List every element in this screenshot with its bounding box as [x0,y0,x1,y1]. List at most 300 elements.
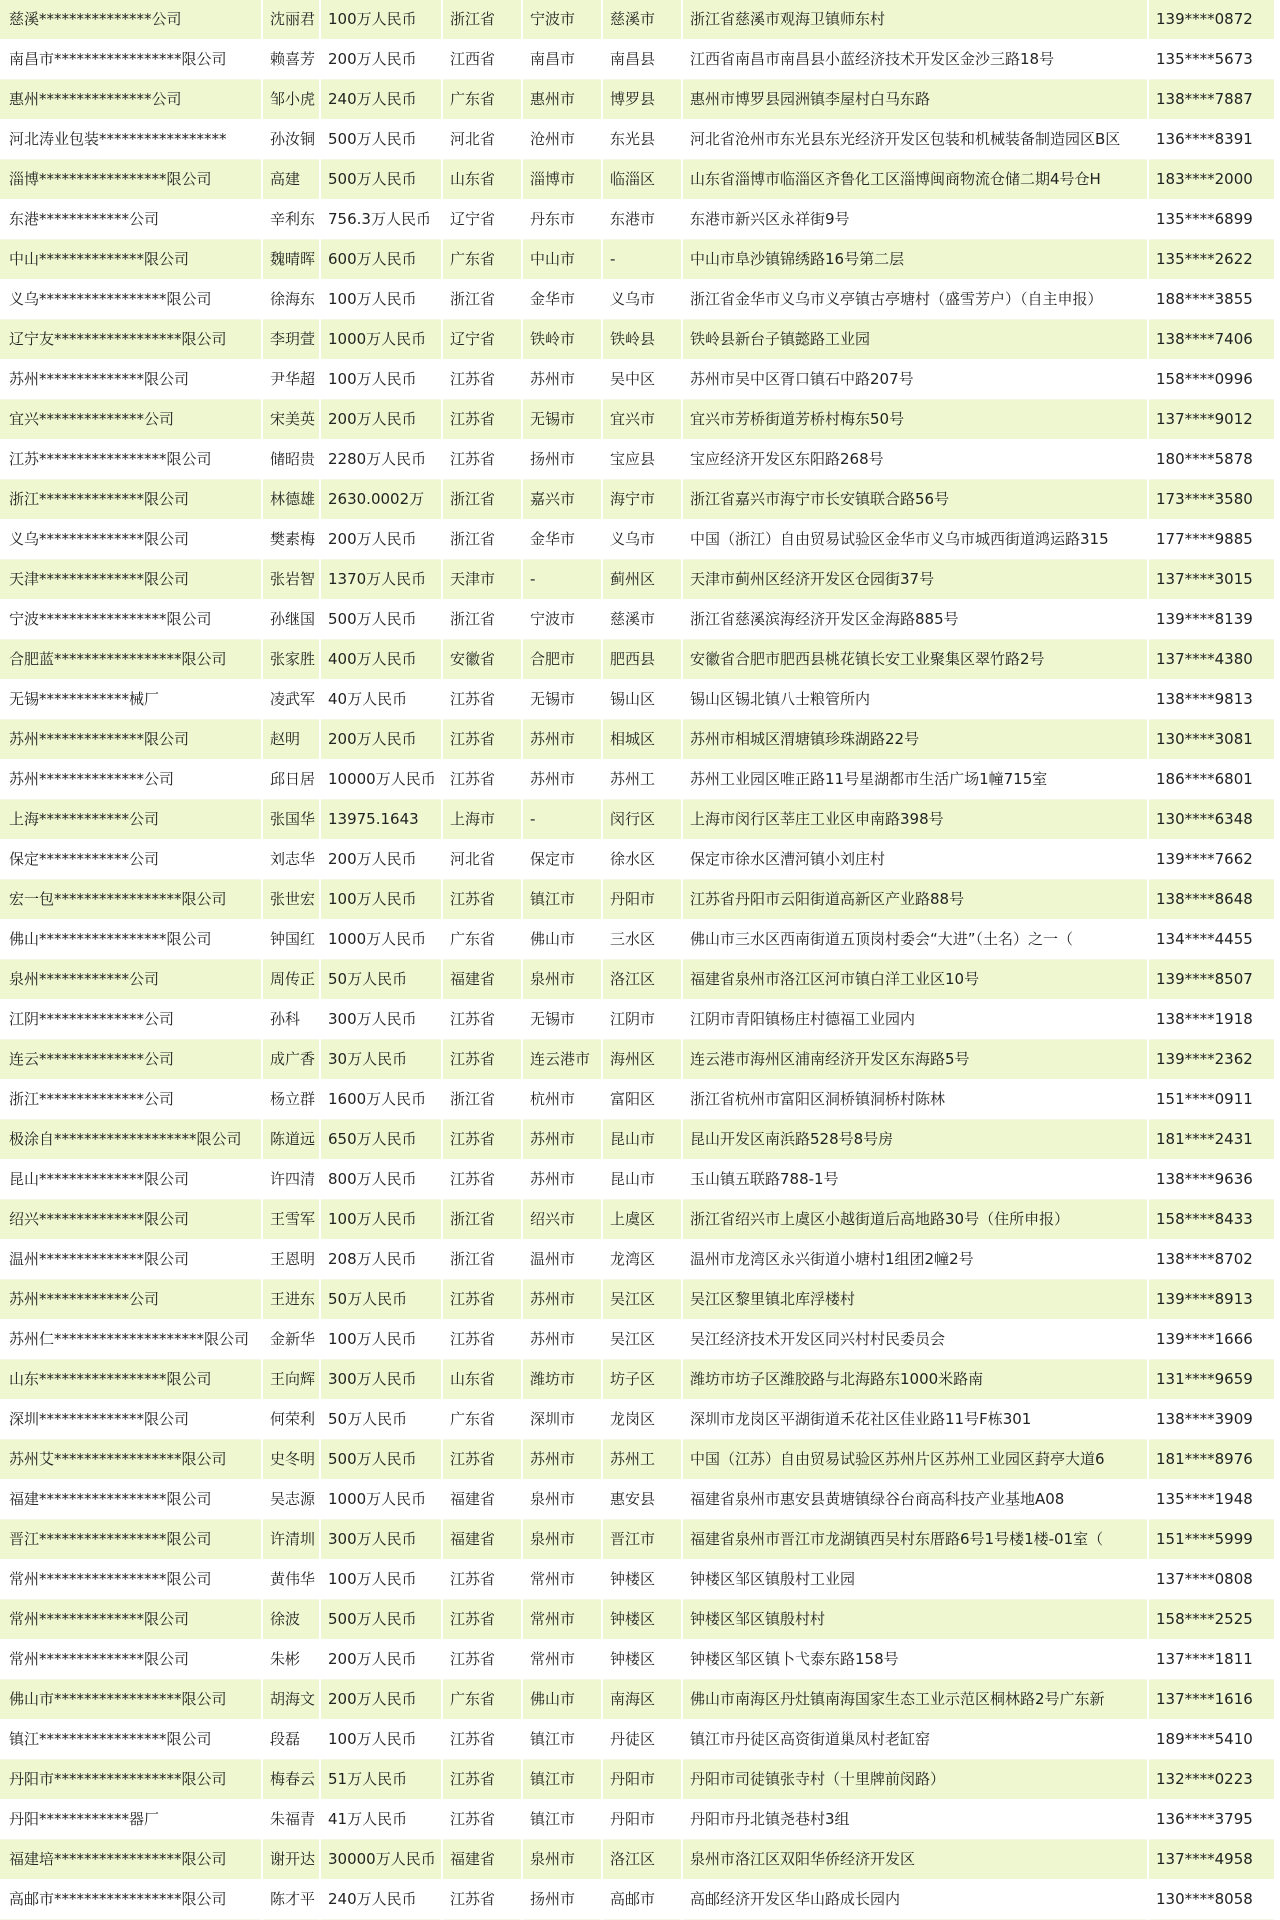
province-cell: 江苏省 [442,1880,522,1920]
table-row [0,800,1275,840]
province-cell: 上海市 [442,800,522,840]
company-name-cell: 慈溪***************公司 [0,0,262,40]
company-name-cell: 山东*****************限公司 [0,1360,262,1400]
legal-rep-cell: 许清圳 [262,1520,320,1560]
province-cell: 山东省 [442,1360,522,1400]
registered-capital-cell: 240万人民币 [320,1880,442,1920]
registered-capital-cell: 756.3万人民币 [320,200,442,240]
legal-rep-cell: 赖喜芳 [262,40,320,80]
phone-cell: 158****0996 [1148,360,1275,400]
phone-cell: 135****2622 [1148,240,1275,280]
district-cell: - [602,240,682,280]
city-cell: 宁波市 [522,0,602,40]
registered-capital-cell: 300万人民币 [320,1360,442,1400]
district-cell: 义乌市 [602,280,682,320]
table-row [0,1120,1275,1160]
registered-capital-cell: 50万人民币 [320,960,442,1000]
district-cell: 义乌市 [602,520,682,560]
city-cell: 绍兴市 [522,1200,602,1240]
legal-rep-cell: 徐海东 [262,280,320,320]
address-cell: 天津市蓟州区经济开发区仓园街37号 [682,560,1148,600]
city-cell: 泉州市 [522,1480,602,1520]
district-cell: 肥西县 [602,640,682,680]
company-name-cell: 江苏*****************限公司 [0,440,262,480]
phone-cell: 136****8391 [1148,120,1275,160]
table-row [0,880,1275,920]
address-cell: 浙江省慈溪滨海经济开发区金海路885号 [682,600,1148,640]
district-cell: 昆山市 [602,1160,682,1200]
district-cell: 龙岗区 [602,1400,682,1440]
table-row [0,280,1275,320]
company-name-cell: 浙江**************限公司 [0,480,262,520]
phone-cell: 138****8702 [1148,1240,1275,1280]
company-name-cell: 常州**************限公司 [0,1600,262,1640]
city-cell: 合肥市 [522,640,602,680]
phone-cell: 137****1616 [1148,1680,1275,1720]
city-cell: - [522,560,602,600]
table-row [0,1400,1275,1440]
district-cell: 三水区 [602,920,682,960]
company-name-cell: 义乌*****************限公司 [0,280,262,320]
district-cell: 铁岭县 [602,320,682,360]
table-row [0,1240,1275,1280]
company-name-cell: 苏州**************限公司 [0,720,262,760]
province-cell: 浙江省 [442,1200,522,1240]
phone-cell: 139****7662 [1148,840,1275,880]
phone-cell: 181****2431 [1148,1120,1275,1160]
address-cell: 泉州市洛江区双阳华侨经济开发区 [682,1840,1148,1880]
registered-capital-cell: 400万人民币 [320,640,442,680]
district-cell: 临淄区 [602,160,682,200]
phone-cell: 181****8976 [1148,1440,1275,1480]
table-row [0,1880,1275,1920]
city-cell: 苏州市 [522,1120,602,1160]
legal-rep-cell: 杨立群 [262,1080,320,1120]
company-name-cell: 泉州************公司 [0,960,262,1000]
legal-rep-cell: 徐波 [262,1600,320,1640]
table-row [0,1800,1275,1840]
table-row [0,920,1275,960]
registered-capital-cell: 500万人民币 [320,600,442,640]
city-cell: 泉州市 [522,960,602,1000]
address-cell: 浙江省金华市义乌市义亭镇古亭塘村（盛雪芳户）（自主申报） [682,280,1148,320]
phone-cell: 139****0872 [1148,0,1275,40]
district-cell: 洛江区 [602,1840,682,1880]
company-name-cell: 福建*****************限公司 [0,1480,262,1520]
registered-capital-cell: 1000万人民币 [320,320,442,360]
phone-cell: 139****8507 [1148,960,1275,1000]
legal-rep-cell: 尹华超 [262,360,320,400]
province-cell: 江苏省 [442,880,522,920]
company-name-cell: 佛山*****************限公司 [0,920,262,960]
address-cell: 浙江省嘉兴市海宁市长安镇联合路56号 [682,480,1148,520]
province-cell: 江苏省 [442,1640,522,1680]
district-cell: 蓟州区 [602,560,682,600]
registered-capital-cell: 100万人民币 [320,1720,442,1760]
legal-rep-cell: 王进东 [262,1280,320,1320]
phone-cell: 136****3795 [1148,1800,1275,1840]
city-cell: 扬州市 [522,440,602,480]
table-row [0,400,1275,440]
legal-rep-cell: 王向辉 [262,1360,320,1400]
city-cell: 泉州市 [522,1520,602,1560]
table-row [0,1040,1275,1080]
province-cell: 浙江省 [442,280,522,320]
table-row [0,1720,1275,1760]
legal-rep-cell: 黄伟华 [262,1560,320,1600]
registered-capital-cell: 200万人民币 [320,520,442,560]
district-cell: 洛江区 [602,960,682,1000]
city-cell: 丹东市 [522,200,602,240]
legal-rep-cell: 朱福青 [262,1800,320,1840]
province-cell: 江苏省 [442,1120,522,1160]
province-cell: 福建省 [442,1480,522,1520]
legal-rep-cell: 邱日居 [262,760,320,800]
table-row [0,1440,1275,1480]
address-cell: 玉山镇五联路788-1号 [682,1160,1148,1200]
city-cell: 镇江市 [522,880,602,920]
company-name-cell: 合肥蓝*****************限公司 [0,640,262,680]
company-name-cell: 保定************公司 [0,840,262,880]
address-cell: 中国（江苏）自由贸易试验区苏州片区苏州工业园区葑亭大道6 [682,1440,1148,1480]
district-cell: 锡山区 [602,680,682,720]
city-cell: 惠州市 [522,80,602,120]
province-cell: 浙江省 [442,480,522,520]
table-row [0,1760,1275,1800]
phone-cell: 151****5999 [1148,1520,1275,1560]
registered-capital-cell: 2280万人民币 [320,440,442,480]
city-cell: 扬州市 [522,1880,602,1920]
phone-cell: 137****1811 [1148,1640,1275,1680]
legal-rep-cell: 王雪军 [262,1200,320,1240]
city-cell: 无锡市 [522,1000,602,1040]
legal-rep-cell: 孙科 [262,1000,320,1040]
address-cell: 苏州工业园区唯正路11号星湖都市生活广场1幢715室 [682,760,1148,800]
province-cell: 江苏省 [442,1320,522,1360]
address-cell: 温州市龙湾区永兴街道小塘村1组团2幢2号 [682,1240,1148,1280]
registered-capital-cell: 100万人民币 [320,280,442,320]
company-name-cell: 常州*****************限公司 [0,1560,262,1600]
address-cell: 佛山市三水区西南街道五顶岗村委会“大进”（土名）之一（ [682,920,1148,960]
address-cell: 江阴市青阳镇杨庄村德福工业园内 [682,1000,1148,1040]
table-row [0,480,1275,520]
city-cell: 镇江市 [522,1720,602,1760]
city-cell: - [522,800,602,840]
registered-capital-cell: 200万人民币 [320,720,442,760]
phone-cell: 131****9659 [1148,1360,1275,1400]
company-name-cell: 惠州***************公司 [0,80,262,120]
legal-rep-cell: 李玥萱 [262,320,320,360]
province-cell: 江苏省 [442,1720,522,1760]
registered-capital-cell: 1600万人民币 [320,1080,442,1120]
address-cell: 宝应经济开发区东阳路268号 [682,440,1148,480]
phone-cell: 130****6348 [1148,800,1275,840]
district-cell: 相城区 [602,720,682,760]
company-name-cell: 苏州************公司 [0,1280,262,1320]
address-cell: 钟楼区邹区镇卜弋泰东路158号 [682,1640,1148,1680]
city-cell: 潍坊市 [522,1360,602,1400]
district-cell: 宝应县 [602,440,682,480]
registered-capital-cell: 208万人民币 [320,1240,442,1280]
province-cell: 江西省 [442,40,522,80]
province-cell: 浙江省 [442,520,522,560]
district-cell: 昆山市 [602,1120,682,1160]
address-cell: 东港市新兴区永祥街9号 [682,200,1148,240]
phone-cell: 135****1948 [1148,1480,1275,1520]
company-name-cell: 淄博*****************限公司 [0,160,262,200]
registered-capital-cell: 2630.0002万 [320,480,442,520]
registered-capital-cell: 40万人民币 [320,680,442,720]
legal-rep-cell: 段磊 [262,1720,320,1760]
company-name-cell: 辽宁友*****************限公司 [0,320,262,360]
province-cell: 河北省 [442,840,522,880]
district-cell: 钟楼区 [602,1560,682,1600]
registered-capital-cell: 300万人民币 [320,1000,442,1040]
district-cell: 惠安县 [602,1480,682,1520]
province-cell: 福建省 [442,1520,522,1560]
registered-capital-cell: 240万人民币 [320,80,442,120]
registered-capital-cell: 100万人民币 [320,1560,442,1600]
company-name-cell: 高邮市*****************限公司 [0,1880,262,1920]
city-cell: 金华市 [522,280,602,320]
company-name-cell: 苏州**************公司 [0,760,262,800]
address-cell: 深圳市龙岗区平湖街道禾花社区佳业路11号F栋301 [682,1400,1148,1440]
city-cell: 淄博市 [522,160,602,200]
table-row [0,1280,1275,1320]
address-cell: 宜兴市芳桥街道芳桥村梅东50号 [682,400,1148,440]
phone-cell: 137****9012 [1148,400,1275,440]
legal-rep-cell: 张岩智 [262,560,320,600]
province-cell: 江苏省 [442,1000,522,1040]
city-cell: 镇江市 [522,1800,602,1840]
district-cell: 坊子区 [602,1360,682,1400]
city-cell: 深圳市 [522,1400,602,1440]
district-cell: 龙湾区 [602,1240,682,1280]
phone-cell: 151****0911 [1148,1080,1275,1120]
address-cell: 吴江经济技术开发区同兴村村民委员会 [682,1320,1148,1360]
registered-capital-cell: 100万人民币 [320,360,442,400]
table-row [0,1840,1275,1880]
company-name-cell: 连云**************公司 [0,1040,262,1080]
registered-capital-cell: 100万人民币 [320,880,442,920]
province-cell: 浙江省 [442,1080,522,1120]
district-cell: 闵行区 [602,800,682,840]
province-cell: 安徽省 [442,640,522,680]
phone-cell: 177****9885 [1148,520,1275,560]
table-row [0,1560,1275,1600]
city-cell: 无锡市 [522,400,602,440]
city-cell: 苏州市 [522,1320,602,1360]
province-cell: 江苏省 [442,760,522,800]
table-row [0,1600,1275,1640]
city-cell: 苏州市 [522,1440,602,1480]
city-cell: 苏州市 [522,760,602,800]
table-row [0,1360,1275,1400]
province-cell: 福建省 [442,960,522,1000]
registered-capital-cell: 41万人民币 [320,1800,442,1840]
district-cell: 徐水区 [602,840,682,880]
registered-capital-cell: 500万人民币 [320,1440,442,1480]
address-cell: 钟楼区邹区镇殷村工业园 [682,1560,1148,1600]
table-row [0,680,1275,720]
company-name-cell: 河北涛业包装***************** [0,120,262,160]
company-name-cell: 东港************公司 [0,200,262,240]
city-cell: 常州市 [522,1600,602,1640]
registered-capital-cell: 100万人民币 [320,1320,442,1360]
city-cell: 佛山市 [522,920,602,960]
legal-rep-cell: 许四清 [262,1160,320,1200]
legal-rep-cell: 陈道远 [262,1120,320,1160]
province-cell: 天津市 [442,560,522,600]
district-cell: 高邮市 [602,1880,682,1920]
address-cell: 昆山开发区南浜路528号8号房 [682,1120,1148,1160]
phone-cell: 173****3580 [1148,480,1275,520]
registered-capital-cell: 800万人民币 [320,1160,442,1200]
address-cell: 苏州市吴中区胥口镇石中路207号 [682,360,1148,400]
province-cell: 浙江省 [442,0,522,40]
legal-rep-cell: 赵明 [262,720,320,760]
province-cell: 江苏省 [442,360,522,400]
legal-rep-cell: 成广香 [262,1040,320,1080]
company-name-cell: 天津**************限公司 [0,560,262,600]
city-cell: 泉州市 [522,1840,602,1880]
city-cell: 佛山市 [522,1680,602,1720]
company-name-cell: 苏州**************限公司 [0,360,262,400]
district-cell: 海州区 [602,1040,682,1080]
province-cell: 江苏省 [442,1440,522,1480]
company-name-cell: 浙江**************公司 [0,1080,262,1120]
legal-rep-cell: 王恩明 [262,1240,320,1280]
company-name-cell: 宜兴**************公司 [0,400,262,440]
phone-cell: 130****8058 [1148,1880,1275,1920]
table-row [0,520,1275,560]
city-cell: 南昌市 [522,40,602,80]
legal-rep-cell: 何荣利 [262,1400,320,1440]
district-cell: 南海区 [602,1680,682,1720]
registered-capital-cell: 51万人民币 [320,1760,442,1800]
legal-rep-cell: 魏晴晖 [262,240,320,280]
table-row [0,440,1275,480]
phone-cell: 134****4455 [1148,920,1275,960]
legal-rep-cell: 谢开达 [262,1840,320,1880]
registered-capital-cell: 200万人民币 [320,1680,442,1720]
province-cell: 江苏省 [442,680,522,720]
table-row [0,1640,1275,1680]
company-name-cell: 昆山**************限公司 [0,1160,262,1200]
province-cell: 江苏省 [442,440,522,480]
address-cell: 丹阳市司徒镇张寺村（十里牌前闵路） [682,1760,1148,1800]
table-row [0,960,1275,1000]
address-cell: 中山市阜沙镇锦绣路16号第二层 [682,240,1148,280]
province-cell: 江苏省 [442,1760,522,1800]
legal-rep-cell: 沈丽君 [262,0,320,40]
table-row [0,1200,1275,1240]
company-name-cell: 晋江*****************限公司 [0,1520,262,1560]
address-cell: 江西省南昌市南昌县小蓝经济技术开发区金沙三路18号 [682,40,1148,80]
city-cell: 无锡市 [522,680,602,720]
company-name-cell: 福建培*****************限公司 [0,1840,262,1880]
address-cell: 惠州市博罗县园洲镇李屋村白马东路 [682,80,1148,120]
city-cell: 常州市 [522,1640,602,1680]
district-cell: 南昌县 [602,40,682,80]
address-cell: 丹阳市丹北镇尧巷村3组 [682,1800,1148,1840]
province-cell: 江苏省 [442,1160,522,1200]
phone-cell: 139****8913 [1148,1280,1275,1320]
table-row [0,1080,1275,1120]
company-name-cell: 常州**************限公司 [0,1640,262,1680]
registered-capital-cell: 100万人民币 [320,1200,442,1240]
phone-cell: 189****5410 [1148,1720,1275,1760]
legal-rep-cell: 孙继国 [262,600,320,640]
phone-cell: 138****7887 [1148,80,1275,120]
legal-rep-cell: 孙汝铜 [262,120,320,160]
registered-capital-cell: 100万人民币 [320,0,442,40]
phone-cell: 158****2525 [1148,1600,1275,1640]
city-cell: 常州市 [522,1560,602,1600]
legal-rep-cell: 金新华 [262,1320,320,1360]
registered-capital-cell: 200万人民币 [320,400,442,440]
legal-rep-cell: 樊素梅 [262,520,320,560]
phone-cell: 138****9636 [1148,1160,1275,1200]
address-cell: 浙江省杭州市富阳区洞桥镇洞桥村陈林 [682,1080,1148,1120]
address-cell: 锡山区锡北镇八士粮管所内 [682,680,1148,720]
legal-rep-cell: 钟国红 [262,920,320,960]
table-row [0,1160,1275,1200]
province-cell: 辽宁省 [442,200,522,240]
address-cell: 铁岭县新台子镇懿路工业园 [682,320,1148,360]
address-cell: 吴江区黎里镇北库浮楼村 [682,1280,1148,1320]
registered-capital-cell: 30000万人民币 [320,1840,442,1880]
province-cell: 江苏省 [442,1280,522,1320]
province-cell: 江苏省 [442,1040,522,1080]
district-cell: 丹徒区 [602,1720,682,1760]
legal-rep-cell: 周传正 [262,960,320,1000]
city-cell: 宁波市 [522,600,602,640]
address-cell: 上海市闵行区莘庄工业区申南路398号 [682,800,1148,840]
table-row [0,760,1275,800]
company-name-cell: 义乌**************限公司 [0,520,262,560]
district-cell: 江阴市 [602,1000,682,1040]
province-cell: 江苏省 [442,1600,522,1640]
province-cell: 福建省 [442,1840,522,1880]
phone-cell: 132****0223 [1148,1760,1275,1800]
province-cell: 广东省 [442,80,522,120]
legal-rep-cell: 朱彬 [262,1640,320,1680]
company-name-cell: 极涂自*******************限公司 [0,1120,262,1160]
phone-cell: 138****7406 [1148,320,1275,360]
district-cell: 宜兴市 [602,400,682,440]
table-row [0,80,1275,120]
legal-rep-cell: 吴志源 [262,1480,320,1520]
address-cell: 中国（浙江）自由贸易试验区金华市义乌市城西街道鸿运路315 [682,520,1148,560]
phone-cell: 130****3081 [1148,720,1275,760]
table-row [0,1320,1275,1360]
table-row [0,640,1275,680]
city-cell: 苏州市 [522,1160,602,1200]
table-row [0,1000,1275,1040]
company-name-cell: 无锡************械厂 [0,680,262,720]
phone-cell: 138****1918 [1148,1000,1275,1040]
company-name-cell: 苏州仁********************限公司 [0,1320,262,1360]
phone-cell: 188****3855 [1148,280,1275,320]
phone-cell: 137****4958 [1148,1840,1275,1880]
district-cell: 晋江市 [602,1520,682,1560]
company-name-cell: 宁波*****************限公司 [0,600,262,640]
address-cell: 苏州市相城区渭塘镇珍珠湖路22号 [682,720,1148,760]
province-cell: 广东省 [442,1680,522,1720]
city-cell: 金华市 [522,520,602,560]
phone-cell: 138****8648 [1148,880,1275,920]
